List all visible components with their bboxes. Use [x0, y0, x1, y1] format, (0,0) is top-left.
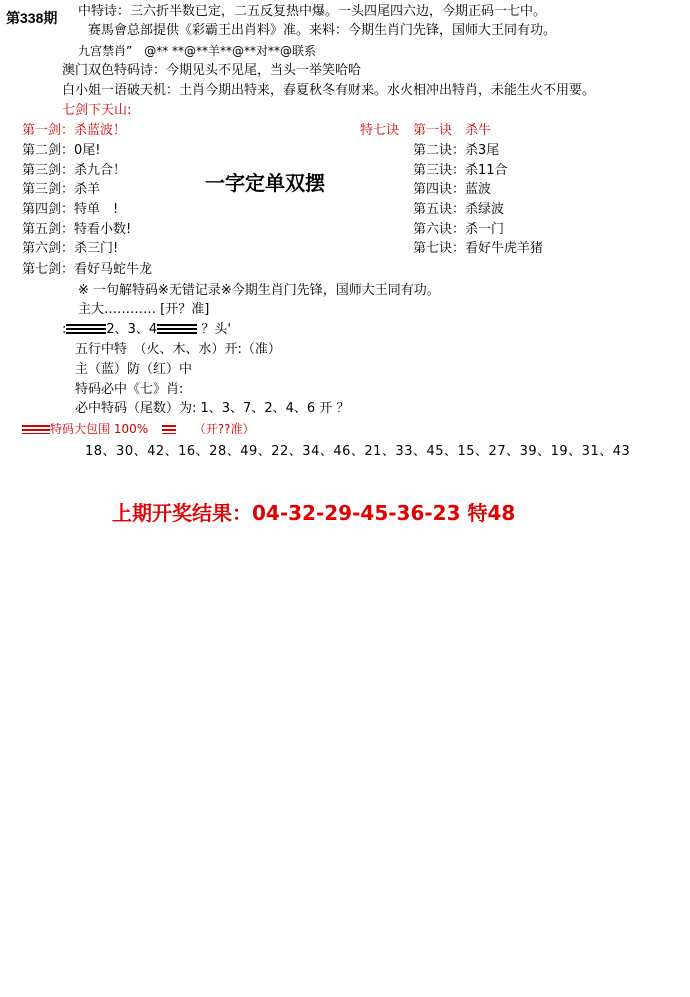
head-hint-suffix: ？头' [197, 322, 231, 337]
sword-item: 第三剑：杀九合！ [22, 163, 127, 178]
hint-line: 必中特码（尾数）为: 1、3、7、2、4、6 开 ？ [75, 401, 350, 416]
package-label: 特码大包围 100% [50, 422, 149, 436]
jue-item: 第五诀：杀绿波 [413, 202, 505, 217]
single-double-title: 一字定单双摆 [205, 171, 325, 195]
jue-title: 特七诀 [360, 123, 400, 138]
forbidden-zodiac-line: 九宫禁肖” @** **@**羊**@**对**@联系 [78, 44, 317, 58]
divider-bars [157, 324, 197, 335]
hint-line: 主大………… [开？准] [78, 302, 210, 317]
jue-item: 第三诀：杀11合 [413, 163, 508, 178]
tianji-line: 白小姐一语破天机：土肖今期出特来，春夏秋冬有财来。水火相冲出特肖，未能生火不用要。 [62, 83, 596, 98]
hint-line: 主（蓝）防（红）中 [75, 362, 193, 377]
issue-number: 第338期 [6, 10, 58, 26]
jue-item: 第六诀：杀一门 [413, 222, 505, 237]
jue-item: 第二诀：杀3尾 [413, 143, 500, 158]
hint-line: 特码必中《七》肖: [75, 382, 184, 397]
head-hint-numbers: 2、3、4 [106, 322, 158, 337]
last-draw-result: 上期开奖结果：04-32-29-45-36-23 特48 [112, 501, 516, 525]
jue-item: 第一诀 杀牛 [413, 123, 492, 138]
sword-item: 第六剑：杀三门! [22, 241, 119, 256]
sword-item: 第二剑：0尾! [22, 143, 101, 158]
head-hint-prefix: : [62, 322, 67, 337]
macau-poem-line: 澳门双色特码诗：今期见头不见尾，当头一举笑哈哈 [62, 63, 362, 78]
jue-item: 第七诀：看好牛虎羊猪 [413, 241, 544, 256]
hint-line: 五行中特 （火、木、水）开:（准） [75, 342, 281, 357]
package-status: （开??准） [193, 422, 255, 436]
package-row [22, 421, 255, 437]
hint-line: ※ 一句解特码※无错记录※今期生肖门先锋，国师大王同有功。 [78, 283, 440, 298]
jue-item: 第四诀：蓝波 [413, 182, 492, 197]
divider-bars [162, 425, 176, 434]
poem-line: 中特诗：三六折半数已定，二五反复热中爆。一头四尾四六边，今期正码一七中。 [78, 4, 547, 19]
sword-item: 第七剑：看好马蛇牛龙 [22, 262, 153, 277]
sword-item: 第五剑：特看小数! [22, 222, 132, 237]
head-hint-row [62, 322, 231, 338]
package-numbers: 18、30、42、16、28、49、22、34、46、21、33、45、15、27、39、19、31、43 [85, 444, 631, 459]
divider-bars [22, 425, 50, 434]
divider-bars [66, 324, 106, 335]
swords-title: 七剑下天山: [62, 103, 132, 118]
sword-item: 第三剑：杀羊 [22, 182, 101, 197]
sword-item: 第一剑：杀蓝波！ [22, 123, 127, 138]
sword-item: 第四剑：特单 ! [22, 202, 119, 217]
source-line: 赛馬會总部提供《彩霸王出肖料》准。来料：今期生肖门先锋，国师大王同有功。 [88, 23, 557, 38]
